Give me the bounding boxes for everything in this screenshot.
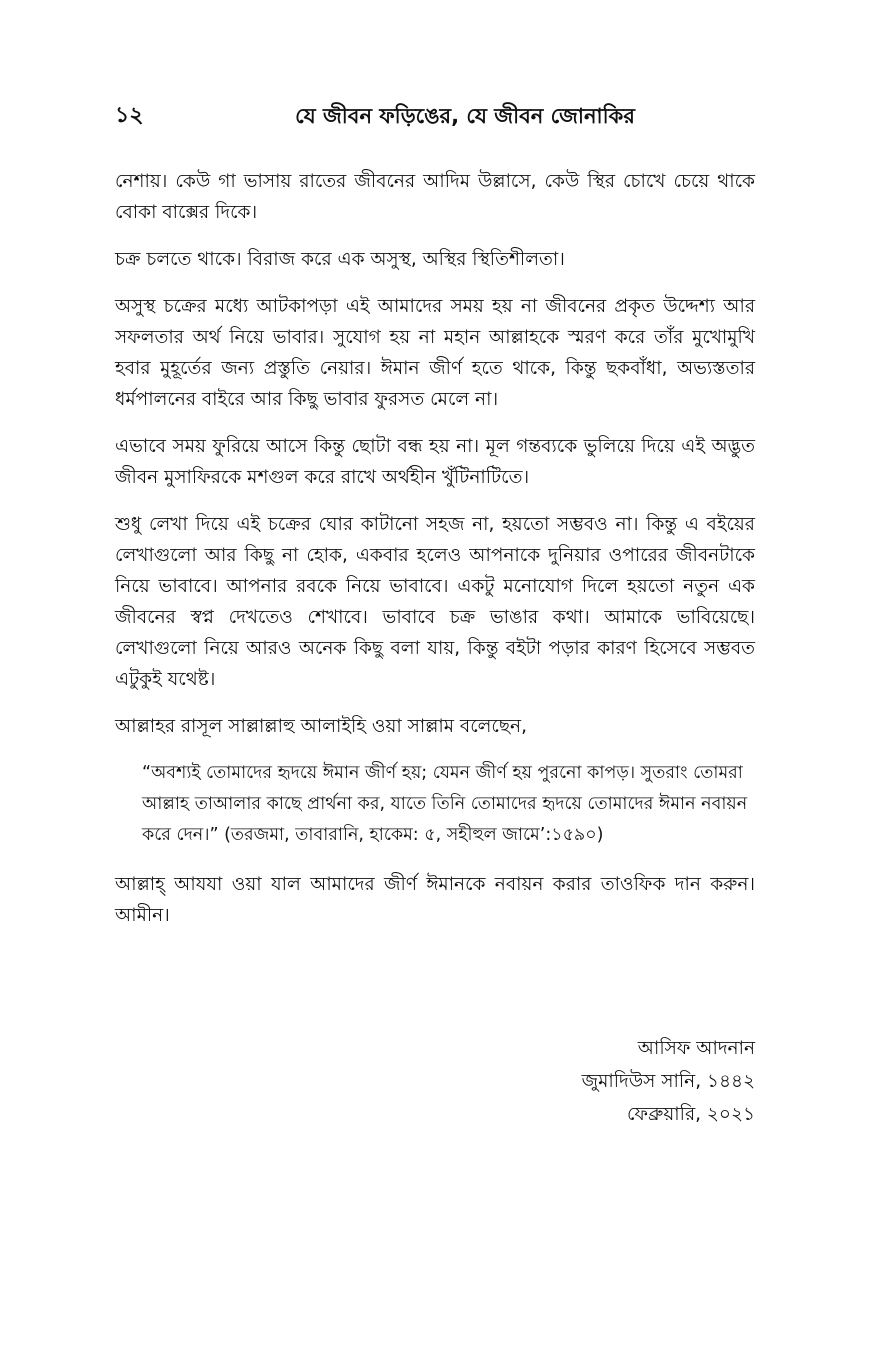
paragraph-2: চক্র চলতে থাকে। বিরাজ করে এক অসুস্থ, অস্থির স্থিতিশীলতা। (115, 249, 565, 270)
hijri-date: জুমাদিউস সানি, ১৪৪২ (581, 1071, 755, 1092)
page-header (115, 100, 755, 136)
body-text (115, 166, 755, 947)
paragraph-5: শুধু লেখা দিয়ে এই চক্রের ঘোর কাটানো সহজ না, হয়তো সম্ভবও না। কিন্তু এ বইয়ের লেখাগুলো আর কিছু না হোক, একবার হলেও আপনাকে দুনিয়ার ওপারের জীবনটাকে নিয়ে ভাবাবে। আপনার রবকে নিয়ে ভাবাবে। একটু মনোযোগ দিলে হয়তো নতুন এক জীবনের স্বপ্ন দেখতেও শেখাবে। ভাবাবে চক্র ভাঙার কথা। আমাকে ভাবিয়েছে। লেখাগুলো নিয়ে আরও অনেক কিছু বলা যায়, কিন্তু বইটা পড়ার কারণ হিসেবে সম্ভবত এটুকুই যথেষ্ট। (115, 514, 755, 690)
signature-block (582, 1032, 755, 1131)
running-title: যে জীবন ফড়িঙের, যে জীবন জোনাকির (295, 104, 635, 128)
gregorian-date: ফেব্রুয়ারি, ২০২১ (627, 1104, 755, 1125)
author-name: আসিফ আদনান (637, 1038, 755, 1059)
paragraph-6: আল্লাহর রাসূল সাল্লাল্লাহু আলাইহি ওয়া সাল্লাম বলেছেন, (115, 716, 527, 737)
page-number: ১২ (115, 103, 144, 128)
hadith-quote: “অবশ্যই তোমাদের হৃদয়ে ঈমান জীর্ণ হয়; যেমন জীর্ণ হয় পুরনো কাপড়। সুতরাং তোমরা আল্লাহ তাআলার কাছে প্রার্থনা কর, যাতে তিনি তোমাদের হৃদয়ে তোমাদের ঈমান নবায়ন করে দেন।” (তরজমা, তাবারানি, হাকেম: ৫, সহীহুল জামে’:১৫৯০) (142, 763, 748, 845)
paragraph-4: এভাবে সময় ফুরিয়ে আসে কিন্তু ছোটা বন্ধ হয় না। মূল গন্তব্যকে ভুলিয়ে দিয়ে এই অদ্ভুত জীবন মুসাফিরকে মশগুল করে রাখে অর্থহীন খুঁটিনাটিতে। (115, 436, 755, 488)
paragraph-1: নেশায়। কেউ গা ভাসায় রাতের জীবনের আদিম উল্লাসে, কেউ স্থির চোখে চেয়ে থাকে বোকা বাক্সের দিকে। (115, 171, 755, 223)
paragraph-3: অসুস্থ চক্রের মধ্যে আটকাপড়া এই আমাদের সময় হয় না জীবনের প্রকৃত উদ্দেশ্য আর সফলতার অর্থ নিয়ে ভাবার। সুযোগ হয় না মহান আল্লাহকে স্মরণ করে তাঁর মুখোমুখি হবার মুহূর্তের জন্য প্রস্তুতি নেয়ার। ঈমান জীর্ণ হতে থাকে, কিন্তু ছকবাঁধা, অভ্যস্ততার ধর্মপালনের বাইরে আর কিছু ভাবার ফুরসত মেলে না। (115, 296, 755, 410)
closing-prayer: আল্লাহ্‌ আযযা ওয়া যাল আমাদের জীর্ণ ঈমানকে নবায়ন করার তাওফিক দান করুন। আমীন। (115, 874, 755, 926)
